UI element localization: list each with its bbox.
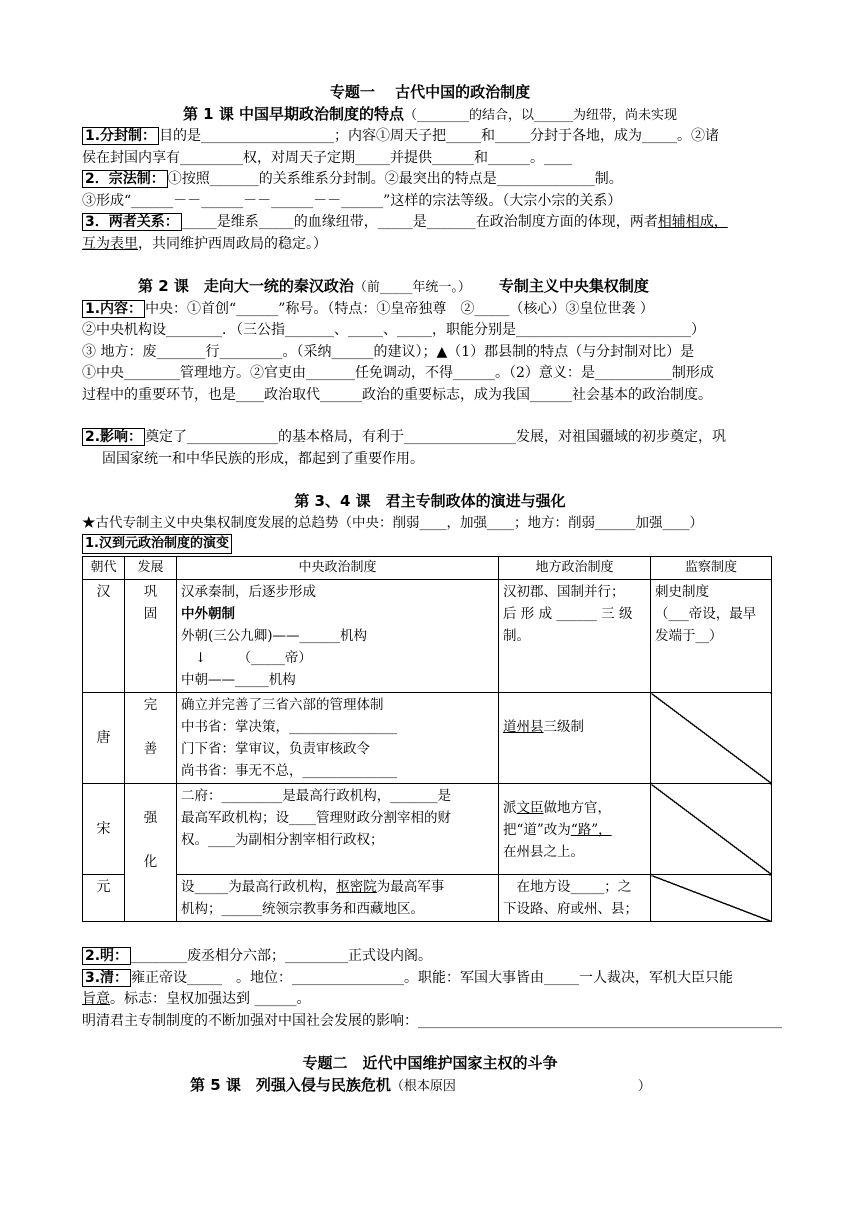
document-page (82, 82, 782, 1097)
tang-local-underline: 道州县 (503, 719, 544, 735)
lesson2-content-line1 (82, 299, 778, 321)
table-row-han (83, 580, 772, 693)
topic1-title: 专题一 古代中国的政治制度 (329, 83, 531, 101)
tang-supervision-diagonal (651, 693, 772, 784)
header-dynasty: 朝代 (83, 557, 125, 580)
topic2-title: 专题二 近代中国维护国家主权的斗争 (302, 1054, 558, 1072)
tang-central-4: 尚书省：事无不总，______________ (181, 763, 397, 779)
lesson5-heading (82, 1075, 778, 1098)
han-local (499, 580, 651, 693)
lesson2-content-line4: ①中央________管理地方。②官吏由_______任免调动，不得______。（2）意义：是___________制形成 (82, 365, 714, 381)
han-central-3: 外朝(三公九卿)——______机构 (181, 628, 368, 644)
lesson1-zongfa-line1 (82, 169, 778, 191)
yuan-central-1a: 设_____为最高行政机构， (181, 879, 337, 895)
song-local-1 (503, 797, 646, 819)
lesson34-trend: ★古代专制主义中央集权制度发展的总趋势（中央：削弱____，加强____；地方：削弱______加强____） (82, 514, 703, 531)
song-local-2u: “路”， (570, 822, 612, 838)
relation-label: 3．两者关系： (82, 213, 182, 231)
song-yuan-development (125, 784, 177, 922)
lesson2-content-line2: ②中央机构设________．（三公指_______、_____、_____，职能分别是_________________________） (82, 322, 705, 338)
qing-underline: 旨意 (82, 991, 110, 1007)
song-local-1u: 文臣 (516, 800, 544, 816)
qing-line2 (82, 989, 778, 1011)
table-caption-wrap (82, 534, 778, 554)
lesson2-content-line3: ③ 地方：废_______行_________。（采纳______的建议）；▲（1）郡县制的特点（与分封制对比）是 (82, 343, 695, 360)
relation-underline1: 相辅相成， (657, 214, 728, 230)
yuan-central-2: 机构；______统领宗教事务和西藏地区。 (181, 901, 424, 917)
lesson1-heading (82, 104, 778, 127)
tang-dynasty: 唐 (83, 693, 125, 784)
content-text1: 中央：①首创“______”称号。（特点：①皇帝独尊 ②_____（核心）③皇位世袭 ） (145, 300, 654, 317)
song-dev-2: 化 (143, 854, 158, 870)
yuan-supervision-diagonal (651, 875, 772, 922)
lesson2-impact-line1 (82, 427, 778, 449)
zongfa-label: 2．宗法制： (82, 170, 168, 188)
qing-line1 (82, 968, 778, 990)
tang-central-2: 中书省：掌决策，________________ (181, 719, 397, 735)
yuan-central-1 (181, 876, 494, 898)
tang-local-line (503, 716, 646, 738)
song-local-2 (503, 819, 646, 841)
han-local-1: 汉初郡、国制并行； (503, 584, 625, 600)
ming-text: ________废丞相分六部；_________正式设内阁。 (131, 948, 433, 964)
header-development: 发展 (125, 557, 177, 580)
song-dev-1: 强 (143, 810, 158, 826)
impact-label: 2.影响： (82, 428, 145, 446)
ming-label: 2.明： (82, 947, 131, 965)
han-sup-3: 发端于__） (655, 628, 723, 644)
relation-underline2: 互为表里 (82, 235, 138, 252)
song-supervision-diagonal (651, 784, 772, 875)
han-local-3: 制。 (503, 628, 530, 644)
spacer (82, 1032, 778, 1053)
han-central-2: 中外朝制 (181, 606, 235, 622)
header-supervision: 监察制度 (651, 557, 772, 580)
song-local (499, 784, 651, 875)
yuan-local (499, 875, 651, 922)
spacer (82, 406, 778, 427)
lesson2-heading (82, 276, 778, 299)
header-central: 中央政治制度 (177, 557, 499, 580)
lesson2-content-line5: 过程中的重要环节，也是____政治取代______政治的重要标志，成为我国______社会基本的政治制度。 (82, 386, 712, 403)
han-central (177, 580, 499, 693)
header-local: 地方政治制度 (499, 557, 651, 580)
lesson2-title-mid: （前_____年统一。） (353, 280, 471, 295)
han-local-2: 后 形 成 ______ 三 级 (503, 606, 633, 622)
ming-line (82, 946, 778, 968)
table-row-song (83, 784, 772, 875)
table-row-tang (83, 693, 772, 784)
tang-dev-1: 完 (143, 697, 158, 713)
song-central-3: 权。____为副相分割宰相行政权； (181, 832, 384, 848)
han-development (125, 580, 177, 693)
table-header-row (83, 557, 772, 580)
song-dynasty: 宋 (83, 784, 125, 875)
lesson1-title-tail: （________的结合，以______为纽带，尚未实现 (404, 107, 678, 123)
yuan-dynasty: 元 (83, 875, 125, 922)
lesson2-impact-line2: 固国家统一和中华民族的形成，都起到了重要作用。 (102, 450, 424, 467)
qing-text: 雍正帝设_____ 。地位：________________。职能：军国大事皆由_____一人裁决，军机大臣只能 (131, 969, 734, 986)
spacer (82, 922, 778, 946)
song-local-1a: 派 (503, 800, 517, 816)
lesson1-zongfa-line2: ③形成“______－－______－－______－－______”这样的宗法等级。（大宗小宗的关系） (82, 192, 622, 209)
fenfeng-label: 1.分封制： (82, 127, 159, 145)
qing-text2: 。标志：皇权加强达到 ______。 (110, 991, 311, 1007)
song-local-1b: 做地方官， (543, 800, 611, 816)
han-central-5: 中朝——_____机构 (181, 672, 296, 688)
yuan-local-1: 在地方设_____；之 (503, 879, 632, 895)
han-central-1: 汉承秦制，后逐步形成 (181, 584, 316, 600)
song-local-2a: 把“道”改为 (503, 822, 571, 838)
tang-central (177, 693, 499, 784)
han-central-4: ↓ （_____帝） (195, 650, 312, 666)
yuan-local-2: 下设路、府或州、县； (503, 901, 638, 917)
impact-line (82, 1011, 782, 1033)
lesson1-fenfeng-line2: 侯在封国内享有_________权，对周天子定期_____并提供______和______。____ (82, 149, 572, 166)
lesson1-relation-line1 (82, 212, 778, 234)
tang-development (125, 693, 177, 784)
han-sup-2: （___帝设，最早 (655, 606, 757, 622)
zongfa-text1: ①按照_______的关系维系分封制。②最突出的特点是______________制。 (167, 171, 623, 187)
lesson1-relation-line2 (82, 234, 778, 256)
relation-text2: ，共同维护西周政局的稳定。） (138, 235, 327, 252)
song-central-1: 二府：_________是最高行政机构，_______是 (181, 788, 451, 804)
relation-text1: _____是维系_____的血缘纽带，_____是_______在政治制度方面的体现，两者 (181, 214, 658, 230)
han-supervision (651, 580, 772, 693)
han-dynasty: 汉 (83, 580, 125, 693)
yuan-central-1b: 为最高军事 (376, 879, 445, 895)
tang-central-1: 确立并完善了三省六部的管理体制 (181, 697, 384, 713)
song-central (177, 784, 499, 875)
spacer (82, 470, 778, 491)
han-dev-2: 固 (143, 606, 158, 622)
lesson2-title: 第 2 课 走向大一统的秦汉政治 (138, 277, 354, 295)
lesson2-title-right: 专制主义中央集权制度 (498, 277, 649, 295)
spacer (82, 255, 778, 276)
impact-prompt: 明清君主专制制度的不断加强对中国社会发展的影响： (82, 1012, 418, 1029)
yuan-central-1u: 枢密院 (336, 879, 377, 895)
tang-dev-2: 善 (143, 741, 158, 757)
impact-text1: 奠定了_____________的基本格局，有利于________________发展，对祖国疆域的初步奠定，巩 (145, 429, 727, 445)
lesson5-tail: （根本原因 ） (390, 1078, 651, 1094)
lesson5-title: 第 5 课 列强入侵与民族危机 (190, 1075, 391, 1094)
impact-blank: ____________________________________________________ (418, 1012, 782, 1029)
song-central-2: 最高军政机构；设____管理财政分割宰相的财 (181, 810, 451, 826)
evolution-table (82, 556, 772, 922)
content-label: 1.内容： (82, 300, 145, 318)
lesson34-title: 第 3、4 课 君主专制政体的演进与强化 (294, 492, 566, 510)
lesson1-title: 第 1 课 中国早期政治制度的特点 (182, 104, 405, 123)
table-row-yuan (83, 875, 772, 922)
tang-local (499, 693, 651, 784)
han-dev-1: 巩 (143, 584, 158, 600)
tang-central-3: 门下省：掌审议，负责审核政令 (181, 741, 370, 757)
qing-label: 3.清： (82, 969, 131, 987)
lesson1-fenfeng-line1 (82, 126, 778, 148)
table-caption: 1.汉到元政治制度的演变 (82, 534, 232, 554)
tang-local-tail: 三级制 (543, 719, 584, 735)
song-local-3: 在州县之上。 (503, 844, 584, 860)
fenfeng-text1: 目的是___________________；内容①周天子把_____和_____分封于各地，成为_____。②诸 (159, 128, 720, 144)
yuan-central (177, 875, 499, 922)
han-sup-1: 刺史制度 (655, 584, 709, 600)
